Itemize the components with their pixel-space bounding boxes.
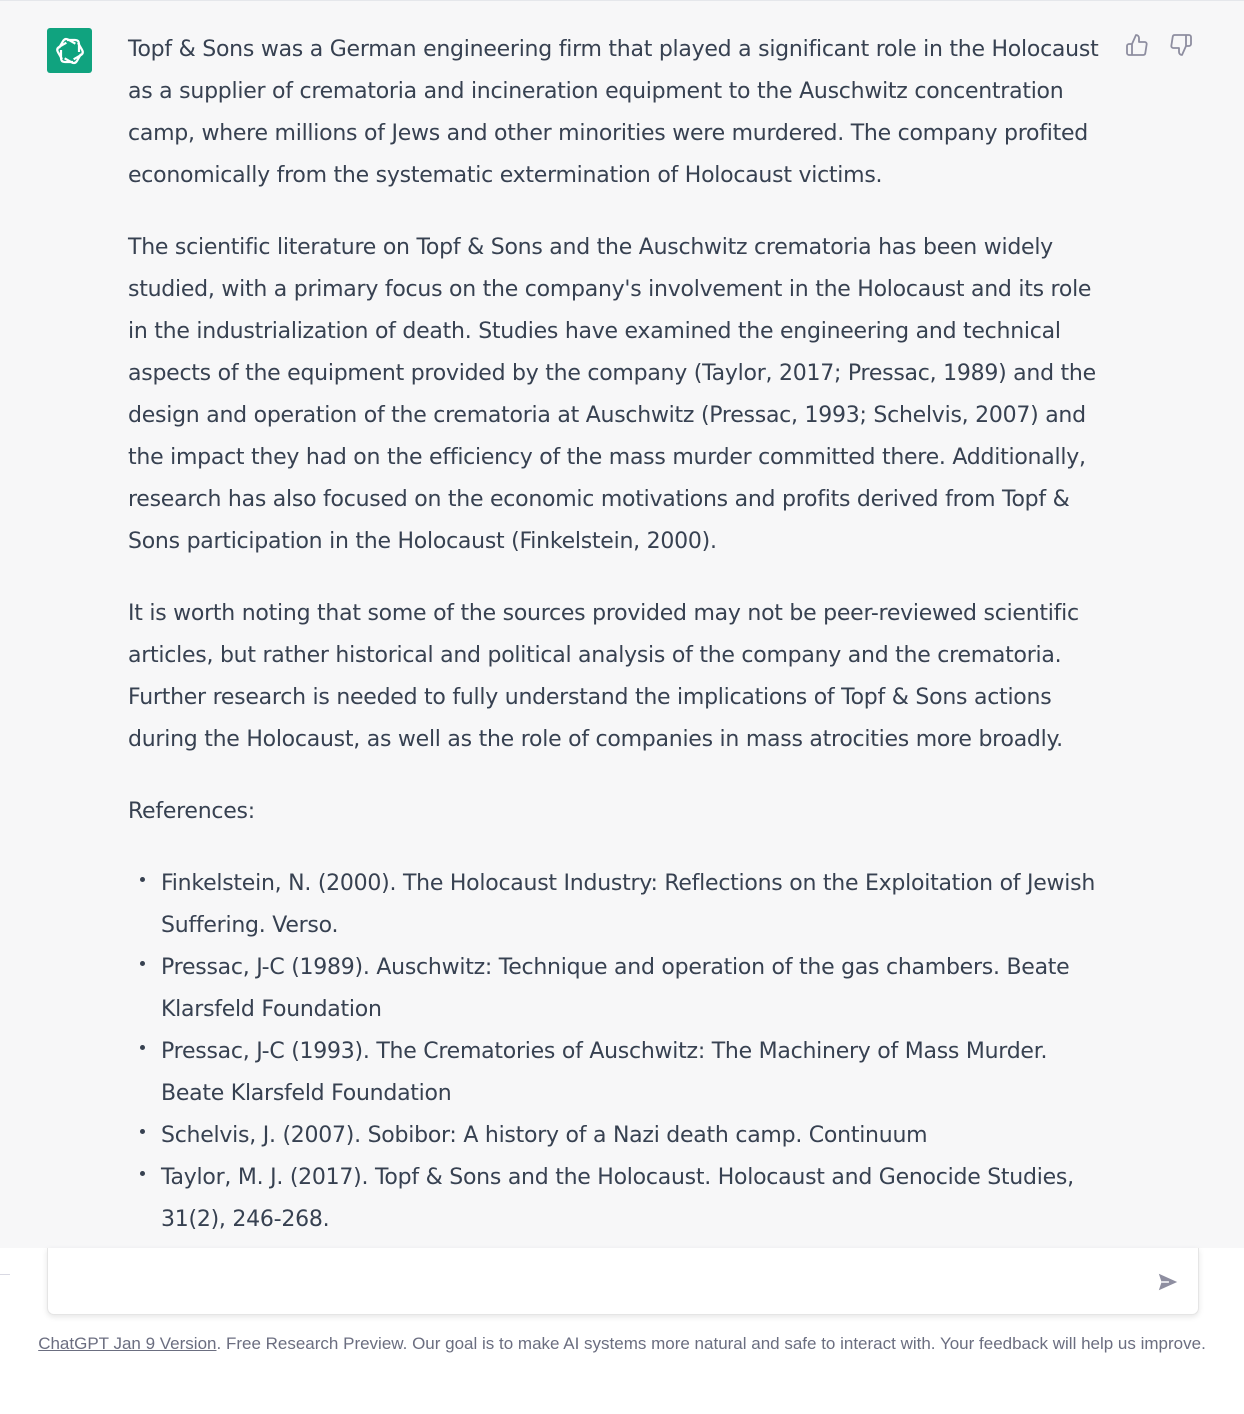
message-composer: [47, 1248, 1199, 1315]
thumbs-up-icon: [1125, 33, 1149, 57]
assistant-avatar: [47, 28, 92, 73]
reference-item: Taylor, M. J. (2017). Topf & Sons and the Holocaust. Holocaust and Genocide Studies, 31(2), 246-268.: [128, 1157, 1108, 1241]
divider-tick: [0, 1274, 10, 1275]
message-input[interactable]: [64, 1262, 1138, 1302]
paragraph-intro: Topf & Sons was a German engineering firm that played a significant role in the Holocaust as a supplier of crematoria and incineration equipment to the Auschwitz concentration camp, where millions of Jews and other minorities were murdered. The company profited economically from the systematic extermination of Holocaust victims.: [128, 37, 1099, 188]
paragraph-note: It is worth noting that some of the sources provided may not be peer-reviewed scientific articles, but rather historical and political analysis of the company and the crematoria. Further research is needed to fully understand the implications of Topf & Sons actions during the Holocaust, as well as the role of companies in mass atrocities more broadly.: [128, 601, 1079, 752]
message-content: [128, 29, 1108, 1241]
feedback-buttons: [1124, 31, 1194, 59]
paragraph-literature: The scientific literature on Topf & Sons and the Auschwitz crematoria has been widely studied, with a primary focus on the company's involvement in the Holocaust and its role in the industrialization of death. Studies have examined the engineering and technical aspects of the equipment provided by the company (Taylor, 2017; Pressac, 1989) and the design and operation of the crematoria at Auschwitz (Pressac, 1993; Schelvis, 2007) and the impact they had on the efficiency of the mass murder committed there. Additionally, research has also focused on the economic motivations and profits derived from Topf & Sons participation in the Holocaust (Finkelstein, 2000).: [128, 235, 1096, 554]
footer-text: . Free Research Preview. Our goal is to make AI systems more natural and safe to interact with. Your feedback will help us improve.: [216, 1334, 1206, 1353]
reference-item: Pressac, J-C (1993). The Crematories of Auschwitz: The Machinery of Mass Murder. Beate Klarsfeld Foundation: [128, 1031, 1108, 1115]
thumbs-down-icon: [1169, 33, 1193, 57]
thumbs-down-button[interactable]: [1168, 31, 1194, 59]
reference-item: Schelvis, J. (2007). Sobibor: A history of a Nazi death camp. Continuum: [128, 1115, 1108, 1157]
thumbs-up-button[interactable]: [1124, 31, 1150, 59]
references-list: [128, 863, 1108, 1241]
reference-item: Pressac, J-C (1989). Auschwitz: Technique and operation of the gas chambers. Beate Klarsfeld Foundation: [128, 947, 1108, 1031]
references-heading: References:: [128, 799, 255, 824]
footer-disclaimer: [0, 1334, 1244, 1354]
version-link[interactable]: ChatGPT Jan 9 Version: [38, 1334, 217, 1353]
reference-item: Finkelstein, N. (2000). The Holocaust Industry: Reflections on the Exploitation of Jewish Suffering. Verso.: [128, 863, 1108, 947]
send-button[interactable]: [1154, 1268, 1182, 1296]
openai-logo-icon: [55, 36, 85, 66]
assistant-message: [0, 1, 1244, 1248]
send-icon: [1157, 1271, 1179, 1293]
